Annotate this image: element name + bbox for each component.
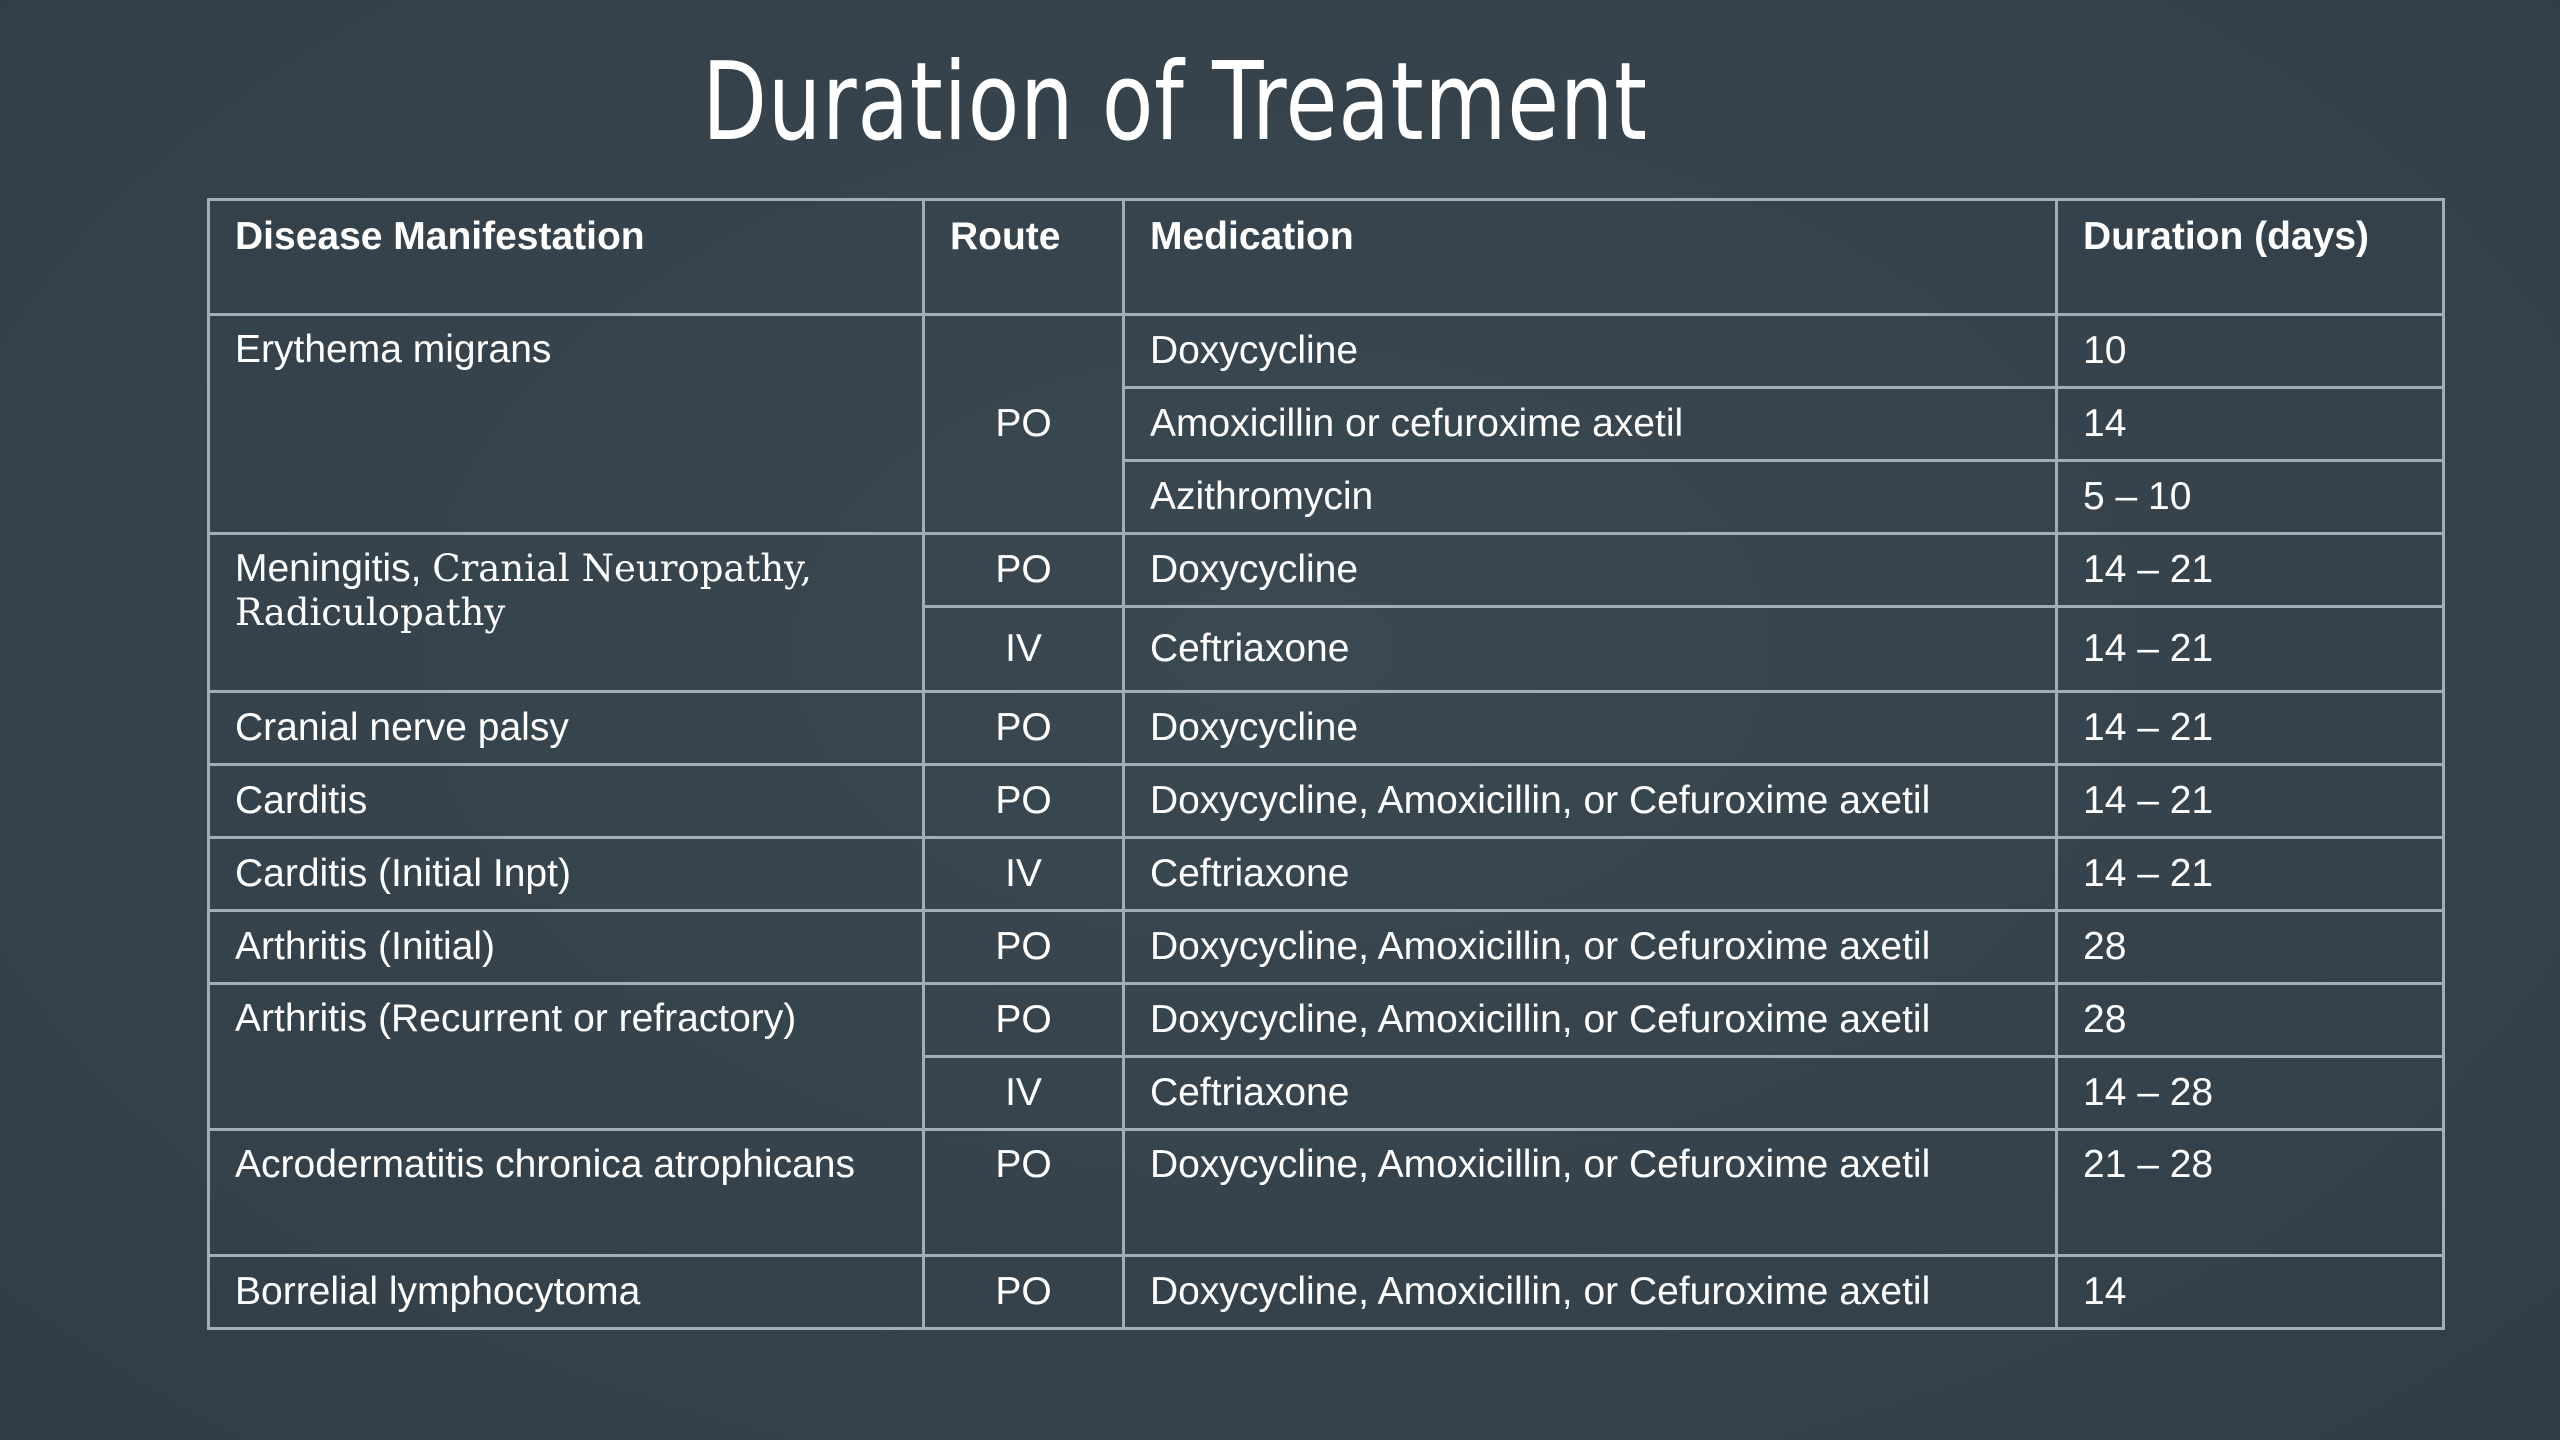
route-cell: PO — [924, 765, 1124, 838]
duration-cell: 5 – 10 — [2057, 461, 2444, 534]
header-duration: Duration (days) — [2057, 200, 2444, 315]
medication-cell: Doxycycline, Amoxicillin, or Cefuroxime axetil — [1124, 911, 2057, 984]
table-row — [209, 315, 2444, 388]
table-row — [209, 1256, 2444, 1329]
table-row — [209, 911, 2444, 984]
route-cell: PO — [924, 1256, 1124, 1329]
table-row — [209, 1130, 2444, 1256]
table-row — [209, 692, 2444, 765]
medication-cell: Ceftriaxone — [1124, 838, 2057, 911]
medication-cell: Doxycycline — [1124, 315, 2057, 388]
header-manifestation: Disease Manifestation — [209, 200, 924, 315]
treatment-table — [207, 198, 2445, 1330]
medication-cell: Ceftriaxone — [1124, 1057, 2057, 1130]
manifestation-text-a: Meningitis, — [235, 547, 422, 590]
route-cell: PO — [924, 692, 1124, 765]
duration-cell: 14 – 21 — [2057, 534, 2444, 607]
route-cell: PO — [924, 911, 1124, 984]
medication-cell: Doxycycline, Amoxicillin, or Cefuroxime axetil — [1124, 984, 2057, 1057]
manifestation-cell: Borrelial lymphocytoma — [209, 1256, 924, 1329]
table-header-row — [209, 200, 2444, 315]
route-cell: PO — [924, 534, 1124, 607]
manifestation-cell: Arthritis (Recurrent or refractory) — [209, 984, 924, 1130]
table-row — [209, 984, 2444, 1057]
manifestation-cell: Acrodermatitis chronica atrophicans — [209, 1130, 924, 1256]
route-cell: IV — [924, 1057, 1124, 1130]
header-medication: Medication — [1124, 200, 2057, 315]
route-cell: IV — [924, 607, 1124, 692]
manifestation-cell: Carditis (Initial Inpt) — [209, 838, 924, 911]
manifestation-cell: Cranial nerve palsy — [209, 692, 924, 765]
medication-cell: Doxycycline, Amoxicillin, or Cefuroxime axetil — [1124, 765, 2057, 838]
slide-title: Duration of Treatment — [702, 40, 1648, 165]
medication-cell: Doxycycline — [1124, 534, 2057, 607]
medication-cell: Doxycycline, Amoxicillin, or Cefuroxime axetil — [1124, 1130, 2057, 1256]
table-row — [209, 838, 2444, 911]
manifestation-cell: Erythema migrans — [209, 315, 924, 534]
table-row — [209, 534, 2444, 607]
medication-cell: Doxycycline — [1124, 692, 2057, 765]
duration-cell: 14 — [2057, 1256, 2444, 1329]
table-row — [209, 765, 2444, 838]
medication-cell: Doxycycline, Amoxicillin, or Cefuroxime axetil — [1124, 1256, 2057, 1329]
manifestation-text-b: Cranial Neuropathy, — [432, 547, 812, 590]
medication-cell: Amoxicillin or cefuroxime axetil — [1124, 388, 2057, 461]
medication-cell: Ceftriaxone — [1124, 607, 2057, 692]
duration-cell: 28 — [2057, 984, 2444, 1057]
duration-cell: 14 – 21 — [2057, 692, 2444, 765]
duration-cell: 28 — [2057, 911, 2444, 984]
duration-cell: 14 – 28 — [2057, 1057, 2444, 1130]
duration-cell: 14 – 21 — [2057, 765, 2444, 838]
route-cell: PO — [924, 315, 1124, 534]
manifestation-cell: Arthritis (Initial) — [209, 911, 924, 984]
manifestation-text-c: Radiculopathy — [235, 591, 506, 634]
manifestation-cell: Carditis — [209, 765, 924, 838]
route-cell: PO — [924, 1130, 1124, 1256]
header-route: Route — [924, 200, 1124, 315]
duration-cell: 10 — [2057, 315, 2444, 388]
route-cell: IV — [924, 838, 1124, 911]
manifestation-cell — [209, 534, 924, 692]
duration-cell: 21 – 28 — [2057, 1130, 2444, 1256]
medication-cell: Azithromycin — [1124, 461, 2057, 534]
route-cell: PO — [924, 984, 1124, 1057]
duration-cell: 14 – 21 — [2057, 838, 2444, 911]
duration-cell: 14 — [2057, 388, 2444, 461]
duration-cell: 14 – 21 — [2057, 607, 2444, 692]
